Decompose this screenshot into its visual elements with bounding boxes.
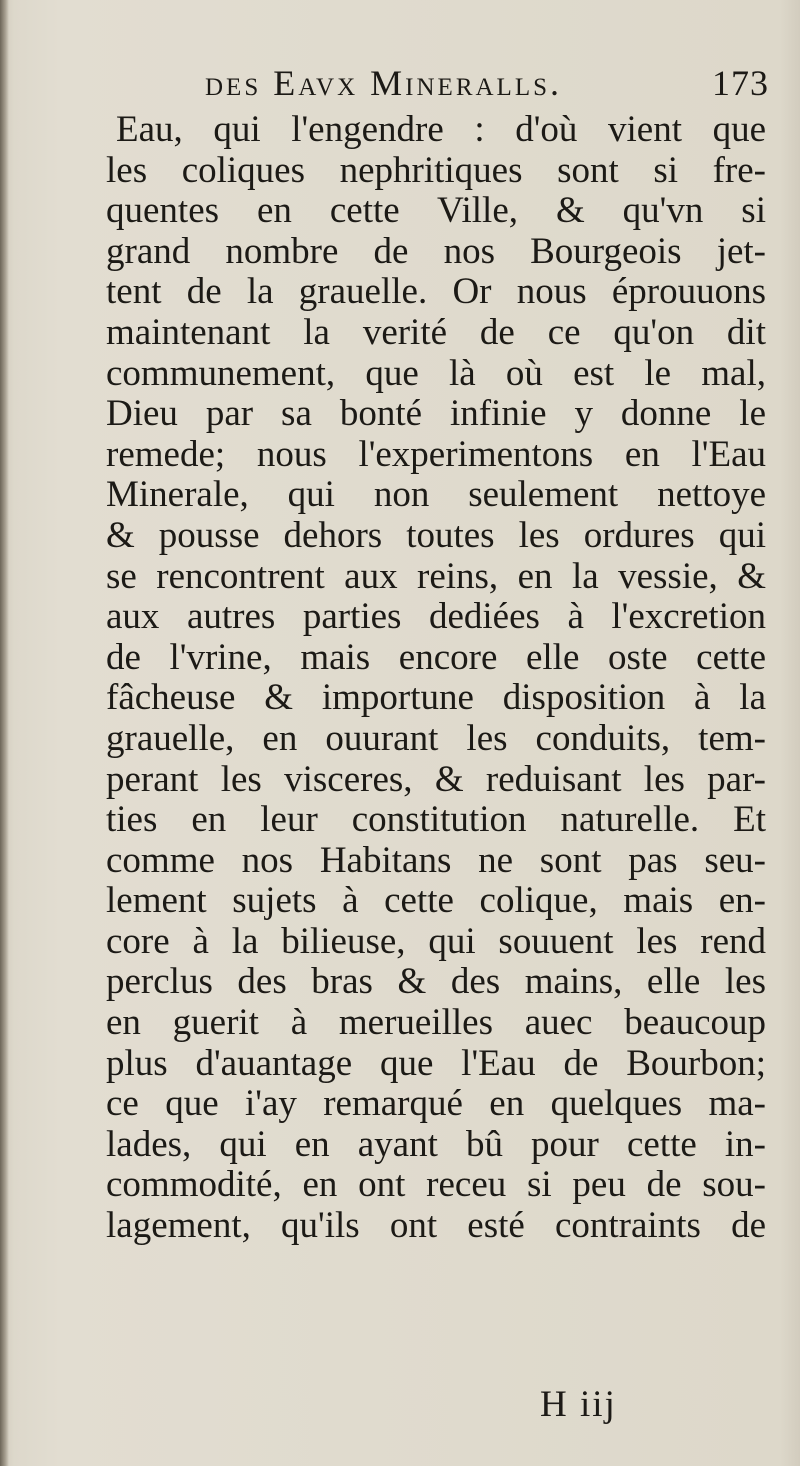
page-number: 173 <box>712 63 769 103</box>
text-line: maintenant la verité de ce qu'on dit <box>106 311 766 353</box>
text-line: & pousse dehors toutes les ordures qui <box>106 514 766 556</box>
text-line: ce que i'ay remarqué en quelques ma- <box>106 1083 766 1125</box>
signature-mark: H iij <box>540 1384 617 1425</box>
text-line: se rencontrent aux reins, en la vessie, & <box>106 555 766 597</box>
text-line: lagement, qu'ils ont esté contraints de <box>106 1205 766 1247</box>
text-line: grand nombre de nos Bourgeois jet- <box>106 230 766 272</box>
text-line: aux autres parties dediées à l'excretion <box>106 596 766 638</box>
text-line: Minerale, qui non seulement nettoye <box>106 474 766 516</box>
text-line: Eau, qui l'engendre : d'où vient que <box>116 109 766 150</box>
body-text <box>106 110 766 1247</box>
text-line: Dieu par sa bonté infinie y donne le <box>106 393 766 435</box>
page-gutter-shadow <box>0 0 9 1466</box>
text-line: core à la bilieuse, qui souuent les rend <box>106 920 766 962</box>
text-line: communement, que là où est le mal, <box>106 352 766 394</box>
text-line: remede; nous l'experimentons en l'Eau <box>106 433 766 475</box>
text-line: les coliques nephritiques sont si fre- <box>106 149 766 191</box>
text-line: ties en leur constitution naturelle. Et <box>106 799 766 841</box>
text-line: en guerit à merueilles auec beaucoup <box>106 1002 766 1044</box>
text-line: comme nos Habitans ne sont pas seu- <box>106 839 766 881</box>
page-header <box>205 62 775 106</box>
text-line: perant les visceres, & reduisant les par- <box>106 758 766 800</box>
text-line: quentes en cette Ville, & qu'vn si <box>106 190 766 232</box>
text-line: perclus des bras & des mains, elle les <box>106 961 766 1003</box>
text-line: plus d'auantage que l'Eau de Bourbon; <box>106 1042 766 1084</box>
text-line: tent de la grauelle. Or nous éprouuons <box>106 271 766 313</box>
text-line: fâcheuse & importune disposition à la <box>106 677 766 719</box>
text-line: lades, qui en ayant bû pour cette in- <box>106 1123 766 1165</box>
text-line: commodité, en ont receu si peu de sou- <box>106 1164 766 1206</box>
text-line: de l'vrine, mais encore elle oste cette <box>106 636 766 678</box>
text-line: lement sujets à cette colique, mais en- <box>106 880 766 922</box>
text-line: grauelle, en ouurant les conduits, tem- <box>106 717 766 759</box>
running-title: des Eavx Mineralls. <box>205 63 562 103</box>
